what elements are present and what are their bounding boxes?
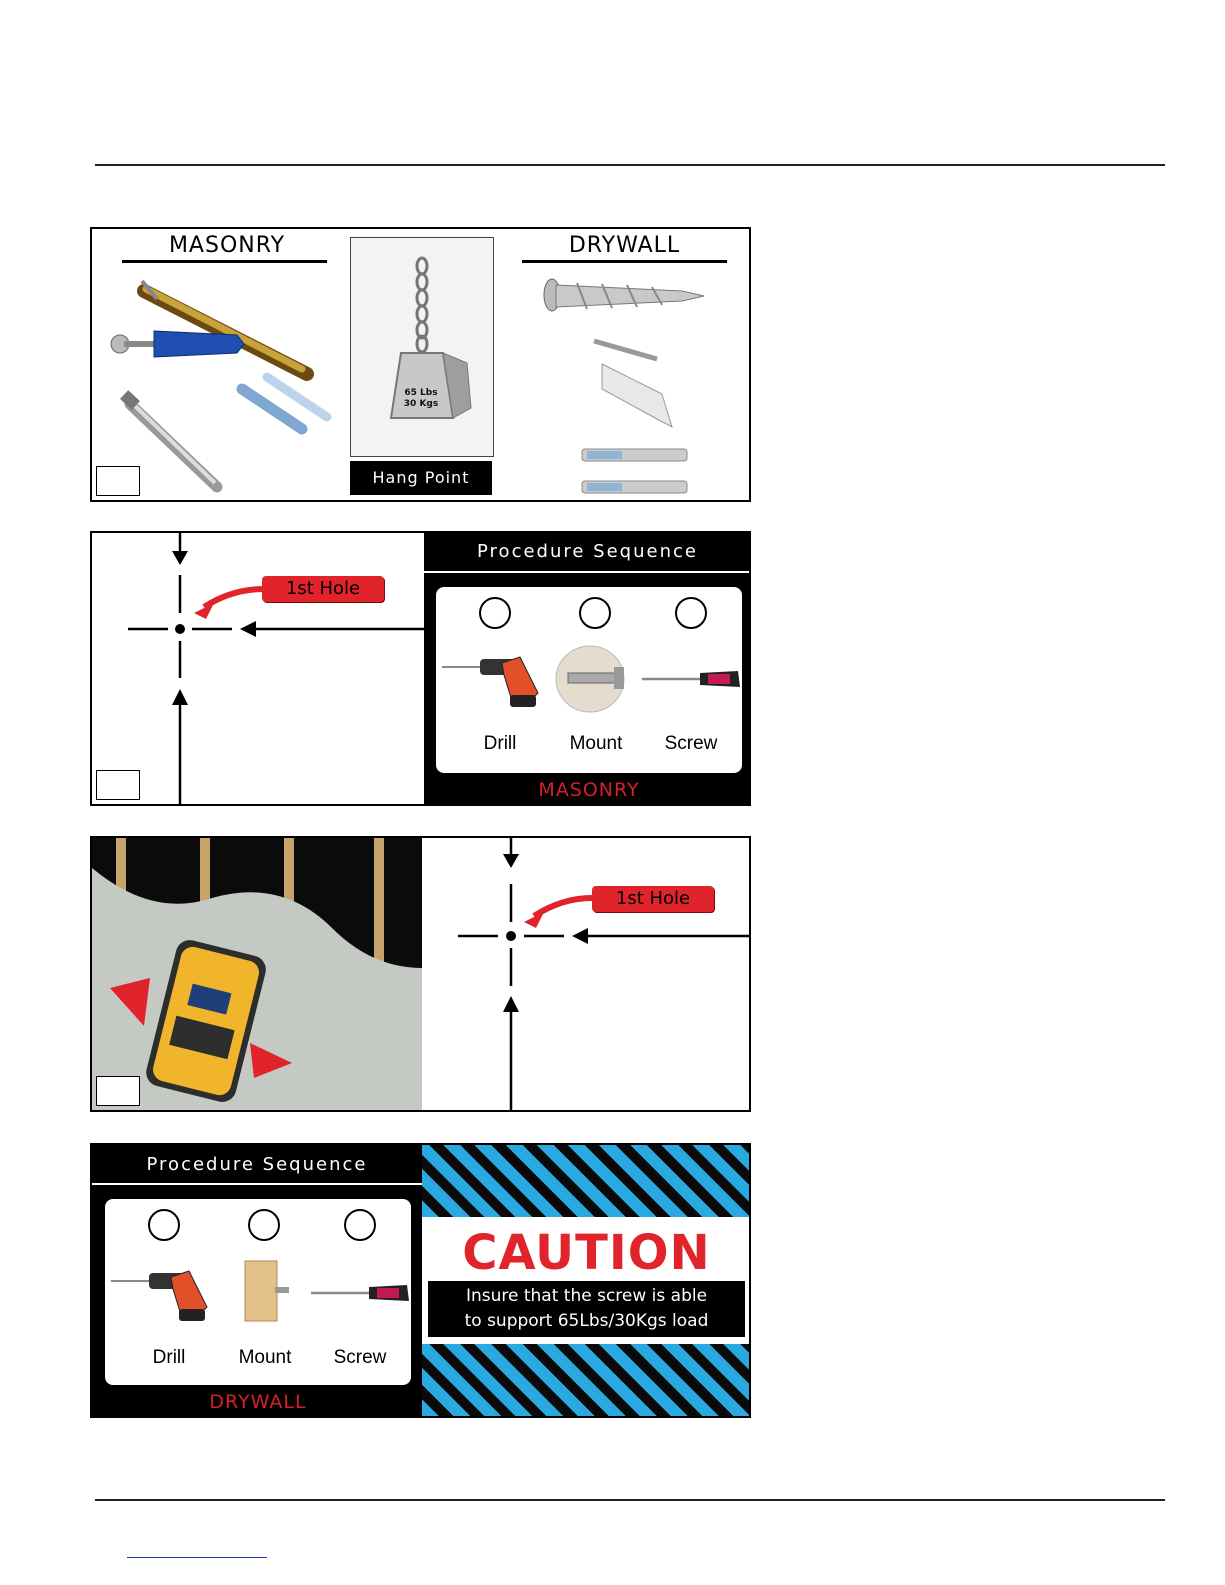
caution-line-2: to support 65Lbs/30Kgs load (464, 1311, 709, 1331)
step-label: Drill (483, 733, 517, 754)
step-circle (148, 1209, 180, 1241)
hole-marker-icon (175, 624, 185, 634)
drywall-heading-rule (522, 260, 727, 263)
masonry-anchor-icon (142, 281, 307, 374)
procedure-sequence-title: Procedure Sequence (146, 1154, 368, 1175)
hollow-anchor-icon (582, 449, 687, 493)
crosshair-diagram (422, 838, 751, 1112)
masonry-procedure-panel (90, 531, 751, 806)
step-label: Screw (664, 733, 718, 754)
footer-rule (95, 1499, 1165, 1501)
wall-scene (92, 838, 422, 1110)
step-circle (344, 1209, 376, 1241)
hole-marker-icon (506, 931, 516, 941)
wall-plug-icon (594, 341, 672, 427)
step-number-box (96, 770, 140, 800)
procedure-sequence-box (424, 533, 751, 804)
anchors-panel (90, 227, 751, 502)
caution-box (422, 1145, 751, 1416)
step-circle (579, 597, 611, 629)
material-label: MASONRY (538, 779, 640, 801)
weight-lbs: 65 Lbs (404, 388, 438, 398)
hang-point-photo (350, 237, 494, 457)
drywall-heading: DRYWALL (568, 233, 681, 258)
screwdriver-icon (311, 1279, 411, 1307)
step-circle (479, 597, 511, 629)
sequence-title-rule (424, 571, 751, 573)
sequence-card (105, 1199, 411, 1385)
material-label: DRYWALL (209, 1391, 307, 1413)
drill-icon (111, 1257, 211, 1327)
caution-line-1: Insure that the screw is able (465, 1286, 708, 1306)
step-label: Drill (152, 1347, 186, 1368)
plastic-plug-icon (111, 331, 244, 357)
footer-link-underline (127, 1557, 267, 1558)
header-rule (95, 164, 1165, 166)
step-label: Mount (569, 733, 623, 754)
masonry-heading: MASONRY (168, 233, 286, 258)
caution-stripes-top (422, 1145, 751, 1217)
caution-stripes-bottom (422, 1344, 751, 1416)
screwdriver-icon (642, 665, 742, 693)
molly-bolt-icon (242, 377, 327, 429)
sequence-title-rule (92, 1183, 422, 1185)
step-label: Mount (238, 1347, 292, 1368)
hang-point-label: Hang Point (350, 461, 492, 495)
first-hole-tag: 1st Hole (262, 576, 384, 602)
crosshair-diagram (92, 533, 424, 806)
self-drill-anchor-icon (544, 279, 704, 311)
procedure-sequence-box (92, 1145, 422, 1416)
drywall-anchors-illustration (532, 269, 742, 499)
masonry-heading-rule (122, 260, 327, 263)
first-hole-tag: 1st Hole (592, 886, 714, 912)
sequence-card (436, 587, 742, 773)
stud-finder-photo (92, 838, 422, 1110)
caution-heading: CAUTION (462, 1225, 711, 1281)
weight-kgs: 30 Kgs (403, 399, 439, 409)
step-number-box (96, 466, 140, 496)
masonry-anchors-illustration (102, 269, 342, 499)
caution-message (428, 1281, 745, 1337)
step-circle (675, 597, 707, 629)
masonry-mount-icon (554, 643, 634, 713)
step-number-box (96, 1076, 140, 1106)
hang-point-bracket-icon (351, 238, 493, 456)
step-circle (248, 1209, 280, 1241)
drywall-mount-icon (235, 1257, 295, 1327)
stud-finder-panel (90, 836, 751, 1112)
drill-icon (442, 643, 542, 713)
procedure-sequence-title: Procedure Sequence (477, 541, 698, 562)
step-label: Screw (333, 1347, 387, 1368)
drywall-procedure-panel (90, 1143, 751, 1418)
